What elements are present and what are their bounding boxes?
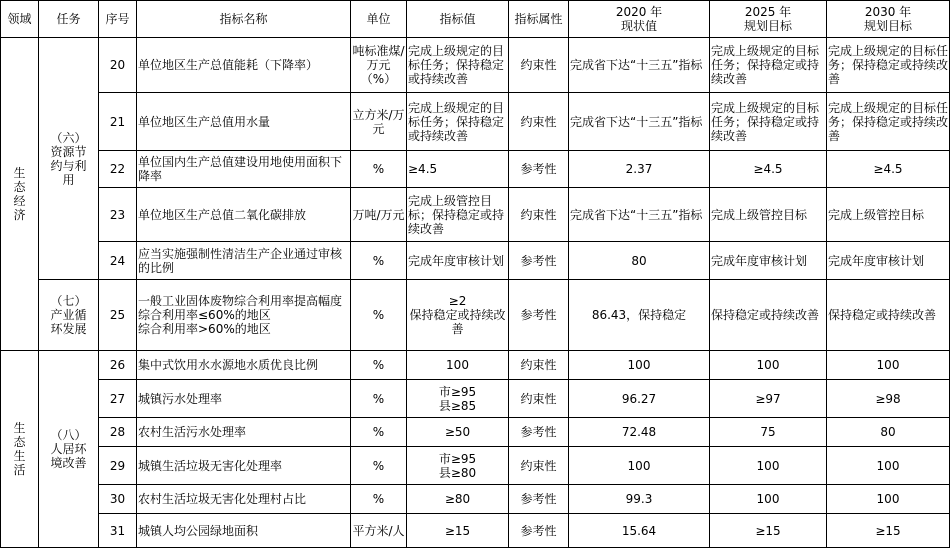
row-value: 完成上级规定的目标任务；保持稳定或持续改善 bbox=[407, 38, 509, 93]
header-name: 指标名称 bbox=[137, 1, 351, 38]
task-7: （七） 产业循 环发展 bbox=[39, 280, 99, 351]
row-2030: 80 bbox=[827, 418, 950, 447]
row-2025: ≥15 bbox=[710, 514, 827, 548]
row-seq: 27 bbox=[99, 380, 137, 418]
row-2020: 100 bbox=[569, 351, 710, 380]
row-2025: ≥97 bbox=[710, 380, 827, 418]
header-seq: 序号 bbox=[99, 1, 137, 38]
row-unit: % bbox=[351, 447, 407, 485]
table-row bbox=[1, 188, 950, 242]
row-2030: 100 bbox=[827, 351, 950, 380]
row-value: ≥15 bbox=[407, 514, 509, 548]
row-value: 完成上级规定的目标任务；保持稳定或持续改善 bbox=[407, 93, 509, 151]
row-2025: 保持稳定或持续改善 bbox=[710, 280, 827, 351]
row-seq: 20 bbox=[99, 38, 137, 93]
row-unit: % bbox=[351, 485, 407, 514]
row-seq: 25 bbox=[99, 280, 137, 351]
row-2020: 完成省下达“十三五”指标 bbox=[569, 188, 710, 242]
header-value: 指标值 bbox=[407, 1, 509, 38]
row-attr: 参考性 bbox=[509, 151, 569, 188]
row-unit: % bbox=[351, 242, 407, 280]
header-attr: 指标属性 bbox=[509, 1, 569, 38]
row-attr: 约束性 bbox=[509, 351, 569, 380]
row-2020: 完成省下达“十三五”指标 bbox=[569, 93, 710, 151]
header-task: 任务 bbox=[39, 1, 99, 38]
row-value: 100 bbox=[407, 351, 509, 380]
row-name: 单位国内生产总值建设用地使用面积下降率 bbox=[137, 151, 351, 188]
row-unit: 平方米/人 bbox=[351, 514, 407, 548]
row-2025: 完成年度审核计划 bbox=[710, 242, 827, 280]
domain-eco-economy: 生 态 经 济 bbox=[1, 38, 39, 351]
row-2025: 完成上级规定的目标任务；保持稳定或持续改善 bbox=[710, 38, 827, 93]
row-unit: 立方米/万元 bbox=[351, 93, 407, 151]
row-name: 城镇污水处理率 bbox=[137, 380, 351, 418]
row-seq: 31 bbox=[99, 514, 137, 548]
row-2020: 100 bbox=[569, 447, 710, 485]
row-value: 完成上级管控目标；保持稳定或持续改善 bbox=[407, 188, 509, 242]
row-2030: ≥98 bbox=[827, 380, 950, 418]
row-2025: 100 bbox=[710, 485, 827, 514]
table-row bbox=[1, 151, 950, 188]
row-2025: 完成上级规定的目标任务；保持稳定或持续改善 bbox=[710, 93, 827, 151]
row-seq: 29 bbox=[99, 447, 137, 485]
row-seq: 23 bbox=[99, 188, 137, 242]
row-2025: 完成上级管控目标 bbox=[710, 188, 827, 242]
task-8: （八） 人居环 境改善 bbox=[39, 351, 99, 548]
row-2030: 完成年度审核计划 bbox=[827, 242, 950, 280]
table-row bbox=[1, 38, 950, 93]
row-name: 单位地区生产总值能耗（下降率） bbox=[137, 38, 351, 93]
row-2020: 99.3 bbox=[569, 485, 710, 514]
row-attr: 参考性 bbox=[509, 418, 569, 447]
row-attr: 参考性 bbox=[509, 280, 569, 351]
row-attr: 参考性 bbox=[509, 242, 569, 280]
row-2020: 2.37 bbox=[569, 151, 710, 188]
row-attr: 约束性 bbox=[509, 38, 569, 93]
row-value: ≥4.5 bbox=[407, 151, 509, 188]
header-2025: 2025 年 规划目标 bbox=[710, 1, 827, 38]
row-2025: 75 bbox=[710, 418, 827, 447]
row-name: 单位地区生产总值二氧化碳排放 bbox=[137, 188, 351, 242]
header-row bbox=[1, 1, 950, 38]
row-2025: ≥4.5 bbox=[710, 151, 827, 188]
row-value: 市≥95 县≥85 bbox=[407, 380, 509, 418]
row-2020: 完成省下达“十三五”指标 bbox=[569, 38, 710, 93]
row-2030: ≥4.5 bbox=[827, 151, 950, 188]
table-row bbox=[1, 447, 950, 485]
row-2020: 15.64 bbox=[569, 514, 710, 548]
row-seq: 30 bbox=[99, 485, 137, 514]
row-seq: 28 bbox=[99, 418, 137, 447]
row-2030: 保持稳定或持续改善 bbox=[827, 280, 950, 351]
row-value: 市≥95 县≥80 bbox=[407, 447, 509, 485]
table-row bbox=[1, 380, 950, 418]
row-unit: 吨标准煤/万元（%） bbox=[351, 38, 407, 93]
domain-eco-life: 生 态 生 活 bbox=[1, 351, 39, 548]
table-row bbox=[1, 280, 950, 351]
row-unit: 万吨/万元 bbox=[351, 188, 407, 242]
row-name: 一般工业固体废物综合利用率提高幅度 综合利用率≤60%的地区 综合利用率>60%的地区 bbox=[137, 280, 351, 351]
header-domain: 领域 bbox=[1, 1, 39, 38]
row-2030: ≥15 bbox=[827, 514, 950, 548]
row-attr: 参考性 bbox=[509, 514, 569, 548]
row-2030: 100 bbox=[827, 447, 950, 485]
header-unit: 单位 bbox=[351, 1, 407, 38]
row-value: 完成年度审核计划 bbox=[407, 242, 509, 280]
row-2030: 完成上级规定的目标任务；保持稳定或持续改善 bbox=[827, 93, 950, 151]
row-value: ≥80 bbox=[407, 485, 509, 514]
row-2020: 86.43，保持稳定 bbox=[569, 280, 710, 351]
table-row bbox=[1, 418, 950, 447]
row-unit: % bbox=[351, 380, 407, 418]
row-seq: 22 bbox=[99, 151, 137, 188]
row-name: 农村生活污水处理率 bbox=[137, 418, 351, 447]
row-name: 城镇人均公园绿地面积 bbox=[137, 514, 351, 548]
row-2030: 100 bbox=[827, 485, 950, 514]
row-attr: 约束性 bbox=[509, 188, 569, 242]
row-2030: 完成上级规定的目标任务；保持稳定或持续改善 bbox=[827, 38, 950, 93]
row-attr: 约束性 bbox=[509, 93, 569, 151]
row-seq: 21 bbox=[99, 93, 137, 151]
row-2020: 80 bbox=[569, 242, 710, 280]
row-2020: 72.48 bbox=[569, 418, 710, 447]
row-value: ≥50 bbox=[407, 418, 509, 447]
table-row bbox=[1, 351, 950, 380]
row-attr: 约束性 bbox=[509, 380, 569, 418]
row-2025: 100 bbox=[710, 351, 827, 380]
row-2020: 96.27 bbox=[569, 380, 710, 418]
table-row bbox=[1, 485, 950, 514]
table-row bbox=[1, 93, 950, 151]
row-2025: 100 bbox=[710, 447, 827, 485]
row-name: 城镇生活垃圾无害化处理率 bbox=[137, 447, 351, 485]
row-name: 农村生活垃圾无害化处理村占比 bbox=[137, 485, 351, 514]
row-2030: 完成上级管控目标 bbox=[827, 188, 950, 242]
row-name: 集中式饮用水水源地水质优良比例 bbox=[137, 351, 351, 380]
table-row bbox=[1, 242, 950, 280]
row-unit: % bbox=[351, 280, 407, 351]
row-seq: 24 bbox=[99, 242, 137, 280]
row-value: ≥2 保持稳定或持续改善 bbox=[407, 280, 509, 351]
row-unit: % bbox=[351, 418, 407, 447]
row-attr: 参考性 bbox=[509, 485, 569, 514]
header-2030: 2030 年 规划目标 bbox=[827, 1, 950, 38]
row-unit: % bbox=[351, 351, 407, 380]
table-row bbox=[1, 514, 950, 548]
row-seq: 26 bbox=[99, 351, 137, 380]
row-name: 应当实施强制性清洁生产企业通过审核的比例 bbox=[137, 242, 351, 280]
row-name: 单位地区生产总值用水量 bbox=[137, 93, 351, 151]
row-attr: 约束性 bbox=[509, 447, 569, 485]
task-6: （六） 资源节 约与利 用 bbox=[39, 38, 99, 280]
row-unit: % bbox=[351, 151, 407, 188]
header-2020: 2020 年 现状值 bbox=[569, 1, 710, 38]
